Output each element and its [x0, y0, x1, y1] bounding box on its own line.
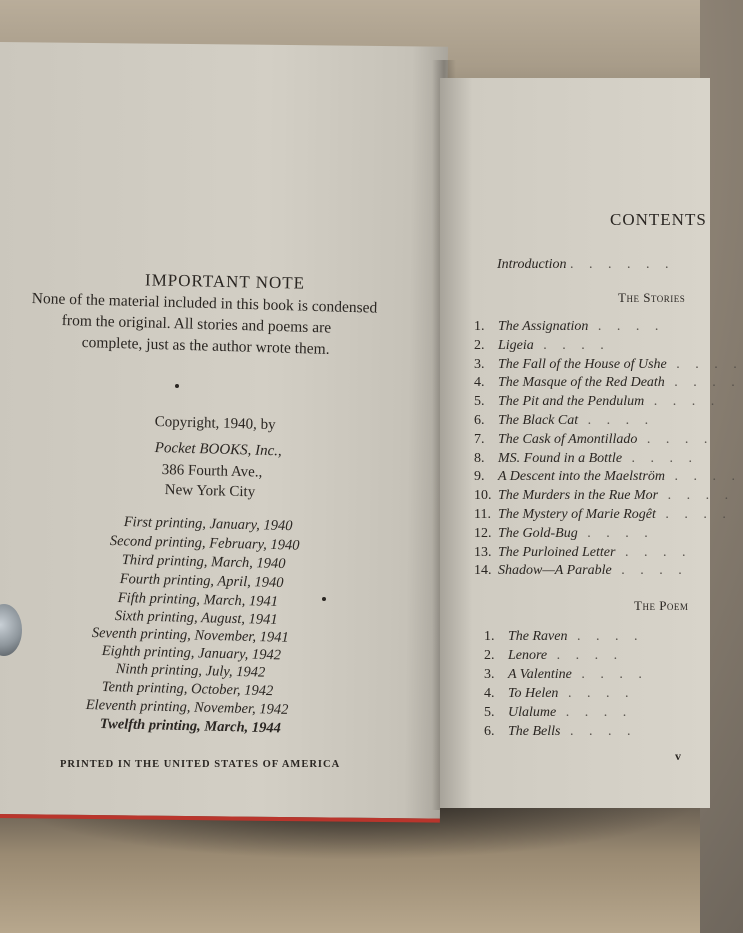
storie-number: 5. — [474, 394, 485, 410]
poem-number: 2. — [484, 648, 495, 663]
poem-title: A Valentine — [508, 667, 572, 682]
storie-number: 3. — [474, 356, 485, 372]
storie-title: The Purloined Letter — [498, 544, 616, 560]
printing-line-10: Tenth printing, October, 1942 — [101, 679, 274, 700]
storie-number: 4. — [474, 375, 485, 391]
storie-title: The Masque of the Red Death — [498, 375, 665, 391]
toc-leader: . . . . — [615, 544, 692, 560]
toc-leader: . . . . — [611, 563, 688, 579]
note-line-1: None of the material included in this book is condensed — [31, 290, 378, 317]
storie-number: 8. — [474, 450, 485, 466]
printing-line-7: Seventh printing, November, 1941 — [91, 625, 289, 646]
storie-number: 9. — [474, 469, 485, 485]
poem-entry — [484, 686, 634, 702]
storie-entry — [474, 357, 743, 373]
toc-leader: . . . . — [567, 629, 644, 644]
toc-leader: . . . . — [577, 525, 654, 541]
storie-title: The Black Cat — [498, 413, 579, 428]
storie-title: The Assignation — [498, 319, 589, 334]
poem-title: Ulalume — [508, 705, 557, 720]
poem-number: 6. — [484, 724, 495, 739]
poem-entry — [484, 724, 637, 740]
printed-in-footer: PRINTED IN THE UNITED STATES OF AMERICA — [60, 759, 341, 770]
copyright-line-2: Pocket BOOKS, Inc., — [154, 440, 283, 460]
poem-number: 5. — [484, 705, 495, 720]
storie-number: 13. — [474, 544, 492, 560]
toc-leader: . . . . — [571, 667, 648, 682]
toc-leader: . . . . — [644, 394, 721, 410]
note-line-2: from the original. All stories and poems are — [61, 312, 332, 337]
storie-entry — [474, 451, 698, 467]
poems-heading: The Poem — [634, 598, 689, 613]
storie-entry — [474, 545, 691, 561]
storie-title: The Cask of Amontillado — [498, 431, 638, 447]
toc-leader: . . . . — [556, 705, 633, 720]
copyright-line-3: 386 Fourth Ave., — [161, 462, 263, 481]
toc-leader: . . . . — [558, 686, 635, 701]
printing-line-12: Twelfth printing, March, 1944 — [99, 716, 282, 737]
toc-leader: . . . . — [578, 413, 655, 428]
toc-leader: . . . . — [560, 724, 637, 739]
toc-leader: . . . . — [547, 648, 624, 663]
poem-entry — [484, 648, 623, 664]
storie-number: 2. — [474, 337, 485, 353]
storie-number: 12. — [474, 525, 492, 541]
toc-leader: . . . . — [622, 450, 699, 466]
toc-introduction-label: Introduction — [497, 257, 567, 272]
poem-title: To Helen — [508, 686, 559, 701]
toc-introduction — [497, 257, 674, 273]
toc-leader: . . . . — [655, 507, 732, 522]
toc-leader: . . . . — [658, 488, 735, 504]
printing-line-5: Fifth printing, March, 1941 — [117, 590, 279, 610]
note-title: IMPORTANT NOTE — [144, 270, 306, 293]
storie-number: 10. — [474, 488, 492, 504]
poem-entry — [484, 629, 643, 645]
storie-title: The Fall of the House of Ushe — [498, 356, 667, 372]
storie-title: The Mystery of Marie Rogêt — [498, 507, 656, 522]
storie-entry — [474, 432, 713, 448]
printing-line-6: Sixth printing, August, 1941 — [114, 608, 278, 628]
storie-entry — [474, 375, 741, 391]
poem-number: 1. — [484, 629, 495, 644]
storie-entry — [474, 563, 688, 579]
toc-leader: . . . . — [637, 431, 714, 447]
storie-entry — [474, 526, 654, 542]
ornament-dot-2 — [322, 597, 326, 601]
storie-entry — [474, 469, 741, 485]
stories-heading: The Stories — [618, 290, 686, 305]
poem-title: The Raven — [508, 629, 568, 644]
printing-line-2: Second printing, February, 1940 — [109, 533, 300, 554]
toc-leader: . . . . — [588, 319, 665, 334]
poem-number: 4. — [484, 686, 495, 701]
copyright-line-1: Copyright, 1940, by — [154, 414, 276, 434]
printing-line-3: Third printing, March, 1940 — [121, 552, 286, 572]
storie-entry — [474, 413, 654, 429]
storie-title: A Descent into the Maelström — [498, 469, 665, 485]
printing-line-8: Eighth printing, January, 1942 — [101, 643, 282, 664]
printing-line-9: Ninth printing, July, 1942 — [115, 661, 266, 681]
note-line-3: complete, just as the author wrote them. — [81, 334, 330, 358]
printing-line-11: Eleventh printing, November, 1942 — [85, 697, 289, 718]
toc-leader: . . . . — [666, 356, 743, 372]
toc-leader: . . . . — [664, 469, 741, 485]
storie-entry — [474, 394, 720, 410]
storie-number: 7. — [474, 431, 485, 447]
storie-title: The Gold-Bug — [498, 525, 578, 541]
copyright-line-4: New York City — [164, 482, 256, 501]
poem-entry — [484, 667, 648, 683]
storie-title: The Murders in the Rue Mor — [498, 488, 659, 504]
storie-entry — [474, 507, 732, 523]
poem-title: Lenore — [508, 648, 548, 663]
storie-title: Ligeia — [498, 337, 534, 353]
storie-title: Shadow—A Parable — [498, 563, 612, 579]
poem-number: 3. — [484, 667, 495, 682]
poem-entry — [484, 705, 632, 721]
storie-number: 6. — [474, 413, 485, 428]
toc-leader: . . . . — [664, 375, 741, 391]
storie-entry — [474, 488, 734, 504]
ornament-dot — [175, 384, 179, 388]
storie-entry — [474, 319, 664, 335]
storie-title: MS. Found in a Bottle — [498, 450, 623, 466]
storie-number: 1. — [474, 319, 485, 334]
storie-number: 14. — [474, 563, 492, 579]
toc-leader: . . . . — [533, 337, 610, 353]
printing-line-1: First printing, January, 1940 — [123, 514, 293, 535]
contents-title: CONTENTS — [610, 210, 707, 229]
storie-title: The Pit and the Pendulum — [498, 394, 645, 410]
toc-leader: . . . . . . — [569, 257, 675, 272]
printing-line-4: Fourth printing, April, 1940 — [119, 571, 284, 591]
storie-entry — [474, 338, 610, 354]
page-number: v — [675, 749, 681, 763]
poem-title: The Bells — [508, 724, 561, 739]
storie-number: 11. — [474, 507, 491, 522]
